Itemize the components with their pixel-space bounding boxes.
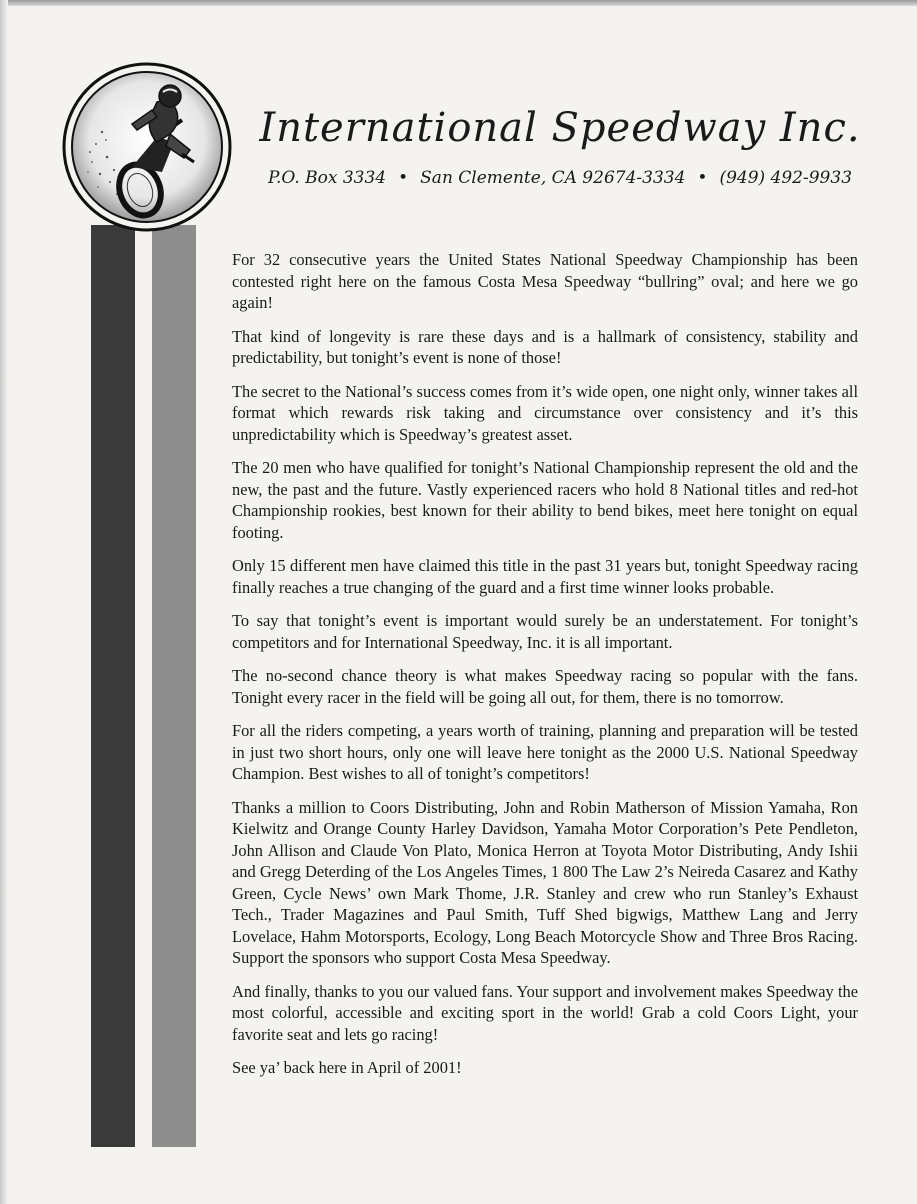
page-top-edge (0, 0, 917, 6)
paragraph: Only 15 different men have claimed this title in the past 31 years but, tonight Speedway racing finally reaches a true changing of the guard and a first time winner looks probable. (232, 556, 858, 597)
paragraph: The no-second chance theory is what makes Speedway racing so popular with the fans. Tonight every racer in the field will be going all out, for them, there is no tomorrow. (232, 666, 858, 707)
po-box: P.O. Box 3334 (267, 168, 387, 188)
phone-number: (949) 492-9933 (719, 168, 853, 188)
speedway-rider-logo-icon (62, 62, 232, 232)
bullet-separator: • (697, 168, 708, 188)
paragraph: Thanks a million to Coors Distributing, John and Robin Matherson of Mission Yamaha, Ron Kielwitz and Orange County Harley Davidson, Yamaha Motor Corporation’s Pete Pendleton, John Allison and Claude Von Plato, Monica Herron at Toyota Motor Distributing, Andy Ishii and Gregg Deterding of the Los Angeles Times, 1 800 The Law 2’s Neireda Casarez and Kathy Green, Cycle News’ own Mark Thome, J.R. Stanley and crew who run Stanley’s Exhaust Tech., Trader Magazines and Paul Smith, Tuff Shed bigwigs, Matthew Lang and Jerry Lovelace, Hahm Motorsports, Ecology, Long Beach Motorcycle Show and Three Bros Racing. Support the sponsors who support Costa Mesa Speedway. (232, 797, 858, 967)
company-address (240, 168, 880, 188)
letter-body (232, 249, 858, 1091)
decorative-stripe-dark (91, 225, 135, 1147)
paragraph: See ya’ back here in April of 2001! (232, 1058, 462, 1077)
decorative-stripe-light (152, 225, 196, 1147)
paragraph: The 20 men who have qualified for tonight’s National Championship represent the old and the new, the past and the future. Vastly experienced racers who hold 8 National titles and red-hot Championship rookies, best known for their ability to bend bikes, meet here tonight on equal footing. (232, 458, 858, 542)
bullet-separator: • (398, 168, 409, 188)
city-zip: San Clemente, CA 92674-3334 (420, 168, 686, 188)
paragraph: To say that tonight’s event is important would surely be an understatement. For tonight’s competitors and for International Speedway, Inc. it is all important. (232, 611, 858, 652)
paragraph: That kind of longevity is rare these days and is a hallmark of consistency, stability and predictability, but tonight’s event is none of those! (232, 326, 858, 367)
page-left-edge (0, 0, 8, 1204)
paragraph: For 32 consecutive years the United States National Speedway Championship has been contested right here on the famous Costa Mesa Speedway “bullring” oval; and here we go again! (232, 250, 858, 312)
company-name: International Speedway Inc. (259, 105, 861, 151)
paragraph: For all the riders competing, a years worth of training, planning and preparation will be tested in just two short hours, only one will leave here tonight as the 2000 U.S. National Speedway Champion. Best wishes to all of tonight’s competitors! (232, 721, 858, 783)
paragraph: And finally, thanks to you our valued fans. Your support and involvement makes Speedway the most colorful, accessible and exciting sport in the world! Grab a cold Coors Light, your favorite seat and lets go racing! (232, 981, 858, 1044)
paragraph: The secret to the National’s success comes from it’s wide open, one night only, winner takes all format which rewards risk taking and circumstance over consistency and it’s this unpredictability which is Speedway’s greatest asset. (232, 381, 858, 444)
